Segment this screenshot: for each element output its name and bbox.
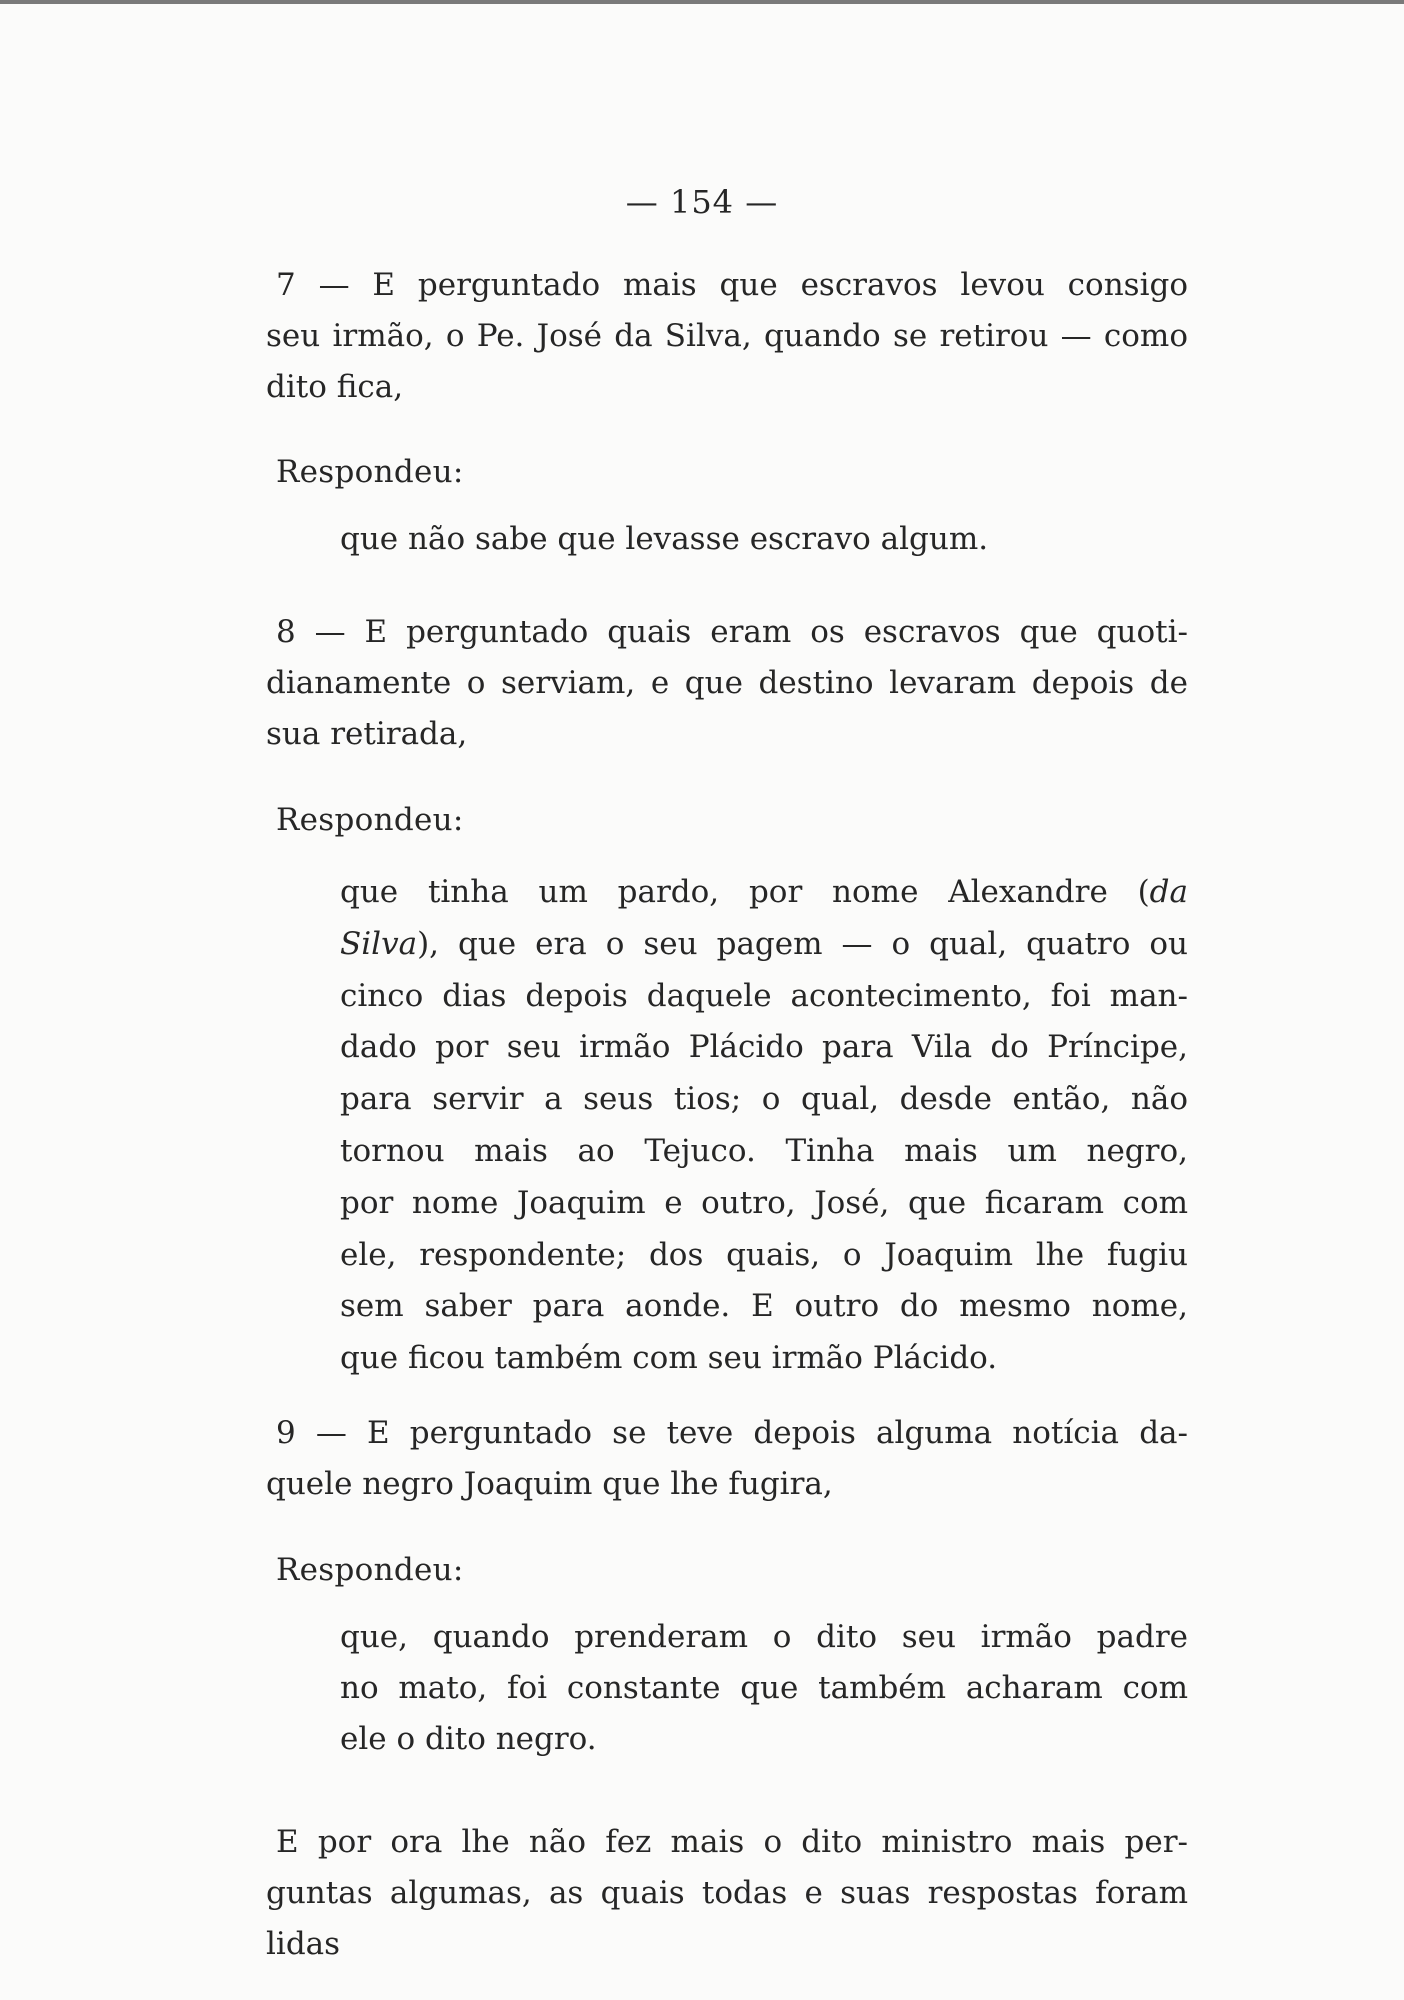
- respondeu-label: Respondeu:: [276, 802, 464, 838]
- answer-8: [276, 795, 1188, 846]
- answer-8-italic: da: [1149, 874, 1188, 910]
- answer-8-line: [340, 867, 1188, 919]
- answer-8-line: que ficou também com seu irmão Plácido.: [340, 1340, 998, 1377]
- answer-9-line: que, quando prenderam o dito seu irmão padre: [340, 1619, 1188, 1655]
- answer-8-line: cinco dias depois daquele acontecimento, foi man-: [340, 977, 1188, 1014]
- closing-line: E por ora lhe não fez mais o dito ministro mais per-: [276, 1824, 1188, 1860]
- question-9-line: quele negro Joaquim que lhe fugira,: [266, 1466, 833, 1502]
- answer-8-line: sem saber para aonde. E outro do mesmo nome,: [340, 1288, 1188, 1325]
- answer-8-line: ele, respondente; dos quais, o Joaquim lhe fugiu: [340, 1236, 1188, 1273]
- closing-line: guntas algumas, as quais todas e suas respostas foram lidas: [266, 1875, 1188, 1962]
- respondeu-label: Respondeu:: [276, 1552, 464, 1588]
- question-8-line: sua retirada,: [266, 716, 468, 752]
- answer-9-body: [340, 1612, 1188, 1765]
- answer-8-line: por nome Joaquim e outro, José, que ficaram com: [340, 1184, 1188, 1221]
- question-9-line: 9 — E perguntado se teve depois alguma notícia da-: [276, 1415, 1188, 1451]
- answer-9: [276, 1545, 1188, 1596]
- closing-paragraph: [266, 1817, 1188, 1970]
- answer-8-text: ), que era o seu pagem — o qual, quatro ou: [417, 925, 1188, 962]
- answer-9-line: ele o dito negro.: [340, 1721, 597, 1757]
- answer-8-text: que tinha um pardo, por nome Alexandre (: [340, 874, 1150, 910]
- answer-9-line: no mato, foi constante que também acharam com: [340, 1670, 1188, 1706]
- question-8: [266, 607, 1188, 760]
- answer-7: [276, 447, 1188, 498]
- answer-8-line: tornou mais ao Tejuco. Tinha mais um negro,: [340, 1132, 1188, 1169]
- answer-7-line: que não sabe que levasse escravo algum.: [340, 521, 989, 557]
- question-8-line: dianamente o serviam, e que destino levaram depois de: [266, 665, 1188, 701]
- answer-8-italic: Silva: [340, 925, 418, 962]
- question-7-line: dito fica,: [266, 369, 404, 405]
- page-number: — 154 —: [625, 183, 779, 221]
- question-7-line: seu irmão, o Pe. José da Silva, quando se retirou — como: [266, 318, 1188, 354]
- answer-7-body: [340, 514, 1060, 565]
- question-8-line: 8 — E perguntado quais eram os escravos que quoti-: [276, 614, 1188, 650]
- question-9: [266, 1408, 1188, 1510]
- page-top-edge: [0, 0, 1404, 4]
- question-7: [266, 260, 1188, 413]
- answer-8-line: dado por seu irmão Plácido para Vila do Príncipe,: [340, 1029, 1188, 1066]
- answer-8-line: [340, 919, 1188, 971]
- answer-8-line: para servir a seus tios; o qual, desde então, não: [340, 1081, 1188, 1118]
- respondeu-label: Respondeu:: [276, 454, 464, 490]
- question-7-line: 7 — E perguntado mais que escravos levou consigo: [276, 267, 1188, 303]
- answer-8-body: [340, 867, 1188, 1385]
